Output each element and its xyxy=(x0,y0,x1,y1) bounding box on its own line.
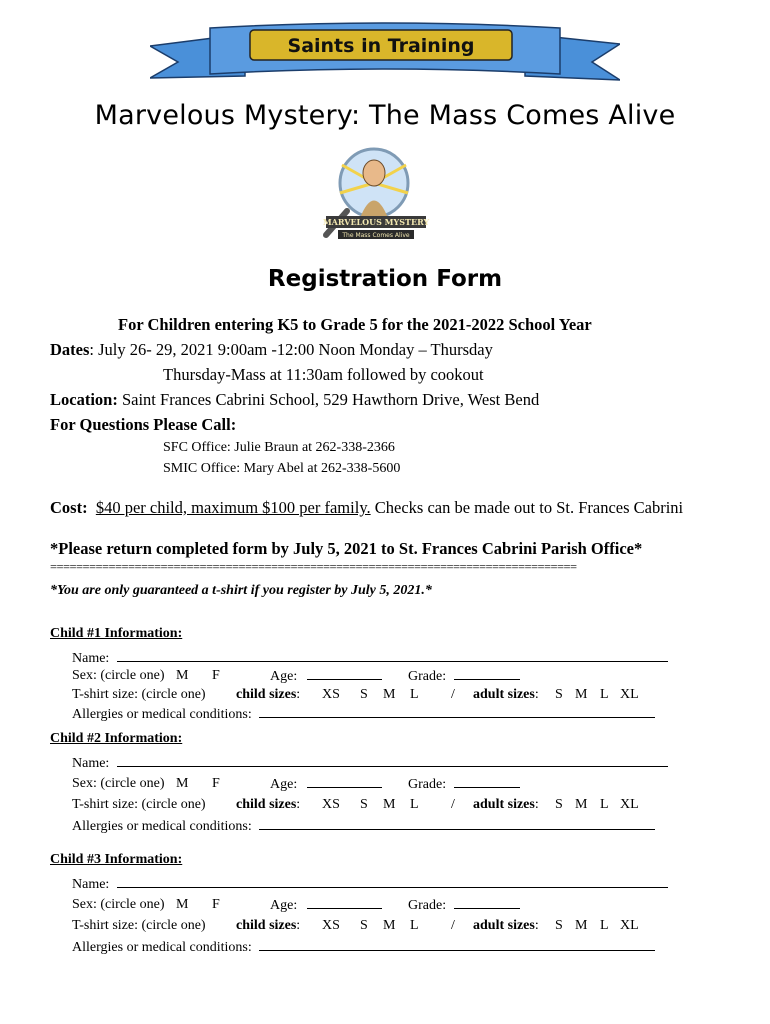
sex-option-f[interactable]: F xyxy=(211,897,220,912)
child-sizes-label: child sizes xyxy=(236,918,297,933)
cost-note: Checks can be made out to St. Frances Cabrini xyxy=(370,498,684,517)
age-label: Age: xyxy=(270,777,298,792)
adult-size-l[interactable]: L xyxy=(600,918,609,933)
saints-in-training-banner xyxy=(150,16,620,91)
child-sizes-colon: : xyxy=(296,918,301,933)
adult-sizes-colon: : xyxy=(534,797,539,812)
size-xs[interactable]: XS xyxy=(322,918,340,933)
cost-amount: $40 per child, maximum $100 per family. xyxy=(95,498,371,517)
dates-value: : July 26- 29, 2021 9:00am -12:00 Noon Monday – Thursday xyxy=(89,340,493,359)
adult-sizes-colon: : xyxy=(534,687,539,702)
child-sizes-label-wrap xyxy=(236,918,300,934)
adult-size-l[interactable]: L xyxy=(600,687,609,702)
child-sizes-label: child sizes xyxy=(236,797,297,812)
size-s[interactable]: S xyxy=(360,918,368,933)
size-slash: / xyxy=(451,797,455,812)
tshirt-label: T-shirt size: (circle one) xyxy=(72,687,206,702)
size-m[interactable]: M xyxy=(383,687,396,702)
child-1-age-row xyxy=(270,668,382,685)
child-3-name-input[interactable] xyxy=(117,876,668,888)
adult-size-m[interactable]: M xyxy=(575,797,588,812)
child-1-sex-row xyxy=(72,668,220,684)
tshirt-note: *You are only guaranteed a t-shirt if you register by July 5, 2021.* xyxy=(50,583,432,598)
adult-size-s[interactable]: S xyxy=(555,918,563,933)
adult-sizes-label-wrap xyxy=(473,797,539,813)
child-2-age-input[interactable] xyxy=(307,776,382,788)
sex-option-f[interactable]: F xyxy=(211,668,220,683)
adult-size-m[interactable]: M xyxy=(575,918,588,933)
child-1-heading: Child #1 Information: xyxy=(50,626,183,641)
adult-sizes-label-wrap xyxy=(473,918,539,934)
form-title: Registration Form xyxy=(267,266,503,292)
grade-label: Grade: xyxy=(408,669,447,684)
child-3-grade-row xyxy=(408,897,520,914)
dates-line xyxy=(50,340,493,360)
sex-option-m[interactable]: M xyxy=(176,897,189,912)
size-s[interactable]: S xyxy=(360,687,368,702)
subtitle: For Children entering K5 to Grade 5 for the 2021-2022 School Year xyxy=(118,315,592,334)
child-sizes-colon: : xyxy=(296,687,301,702)
child-1-name-row xyxy=(72,650,668,667)
child-2-sex-row xyxy=(72,776,220,792)
child-2-tshirt-row xyxy=(72,797,206,813)
adult-sizes-colon: : xyxy=(534,918,539,933)
size-l[interactable]: L xyxy=(410,918,419,933)
child-3-grade-input[interactable] xyxy=(454,897,520,909)
child-3-heading: Child #3 Information: xyxy=(50,852,183,867)
size-l[interactable]: L xyxy=(410,687,419,702)
size-m[interactable]: M xyxy=(383,797,396,812)
location-line xyxy=(50,390,539,410)
sex-label: Sex: (circle one) xyxy=(72,776,165,791)
logo-line1: MARVELOUS MYSTERY xyxy=(322,217,430,227)
child-3-age-input[interactable] xyxy=(307,897,382,909)
child-1-tshirt-row xyxy=(72,687,206,703)
child-3-age-row xyxy=(270,897,382,914)
size-l[interactable]: L xyxy=(410,797,419,812)
cost-line xyxy=(50,498,683,518)
grade-label: Grade: xyxy=(408,898,447,913)
contact-sfc: SFC Office: Julie Braun at 262-338-2366 xyxy=(163,440,395,455)
allergies-label: Allergies or medical conditions: xyxy=(72,819,252,834)
child-2-grade-row xyxy=(408,776,520,793)
adult-sizes-label-wrap xyxy=(473,687,539,703)
adult-size-l[interactable]: L xyxy=(600,797,609,812)
location-value: Saint Frances Cabrini School, 529 Hawthorn Drive, West Bend xyxy=(117,390,540,409)
child-sizes-label-wrap xyxy=(236,687,300,703)
child-sizes-label: child sizes xyxy=(236,687,297,702)
name-label: Name: xyxy=(72,877,110,892)
child-2-age-row xyxy=(270,776,382,793)
separator: ================================================================================= xyxy=(50,560,577,574)
adult-sizes-label: adult sizes xyxy=(473,687,535,702)
child-1-grade-input[interactable] xyxy=(454,668,520,680)
allergies-label: Allergies or medical conditions: xyxy=(72,940,252,955)
sex-option-m[interactable]: M xyxy=(176,776,189,791)
child-3-sex-row xyxy=(72,897,220,913)
adult-sizes-label: adult sizes xyxy=(473,918,535,933)
child-3-name-row xyxy=(72,876,668,893)
sex-option-f[interactable]: F xyxy=(211,776,220,791)
adult-size-s[interactable]: S xyxy=(555,797,563,812)
dates-line2: Thursday-Mass at 11:30am followed by cookout xyxy=(163,365,484,384)
child-1-age-input[interactable] xyxy=(307,668,382,680)
child-1-name-input[interactable] xyxy=(117,650,668,662)
adult-sizes-label: adult sizes xyxy=(473,797,535,812)
sex-option-m[interactable]: M xyxy=(176,668,189,683)
age-label: Age: xyxy=(270,669,298,684)
child-1-allergies-input[interactable] xyxy=(259,706,655,718)
size-slash: / xyxy=(451,918,455,933)
adult-size-xl[interactable]: XL xyxy=(620,687,639,702)
marvelous-mystery-logo xyxy=(312,143,436,245)
adult-size-xl[interactable]: XL xyxy=(620,918,639,933)
child-2-allergies-input[interactable] xyxy=(259,818,655,830)
banner-text: Saints in Training xyxy=(287,35,475,57)
child-2-name-row xyxy=(72,755,668,772)
location-label: Location: xyxy=(50,390,118,409)
contact-smic: SMIC Office: Mary Abel at 262-338-5600 xyxy=(163,461,401,476)
size-xs[interactable]: XS xyxy=(322,797,340,812)
tshirt-label: T-shirt size: (circle one) xyxy=(72,797,206,812)
sex-label: Sex: (circle one) xyxy=(72,897,165,912)
questions-label: For Questions Please Call: xyxy=(50,415,237,434)
page-title: Marvelous Mystery: The Mass Comes Alive xyxy=(94,100,676,131)
child-2-name-input[interactable] xyxy=(117,755,668,767)
child-3-allergies-input[interactable] xyxy=(259,939,655,951)
logo-line2: The Mass Comes Alive xyxy=(342,232,410,239)
tshirt-label: T-shirt size: (circle one) xyxy=(72,918,206,933)
size-m[interactable]: M xyxy=(383,918,396,933)
name-label: Name: xyxy=(72,651,110,666)
child-3-allergies-row xyxy=(72,939,655,956)
child-2-grade-input[interactable] xyxy=(454,776,520,788)
allergies-label: Allergies or medical conditions: xyxy=(72,707,252,722)
child-1-allergies-row xyxy=(72,706,655,723)
dates-label: Dates xyxy=(50,340,90,359)
child-sizes-label-wrap xyxy=(236,797,300,813)
return-note: *Please return completed form by July 5, 2021 to St. Frances Cabrini Parish Office* xyxy=(50,539,643,558)
size-xs[interactable]: XS xyxy=(322,687,340,702)
size-slash: / xyxy=(451,687,455,702)
child-3-tshirt-row xyxy=(72,918,206,934)
adult-size-s[interactable]: S xyxy=(555,687,563,702)
adult-size-xl[interactable]: XL xyxy=(620,797,639,812)
child-2-heading: Child #2 Information: xyxy=(50,731,183,746)
adult-size-m[interactable]: M xyxy=(575,687,588,702)
age-label: Age: xyxy=(270,898,298,913)
size-s[interactable]: S xyxy=(360,797,368,812)
child-2-allergies-row xyxy=(72,818,655,835)
child-1-grade-row xyxy=(408,668,520,685)
grade-label: Grade: xyxy=(408,777,447,792)
child-sizes-colon: : xyxy=(296,797,301,812)
sex-label: Sex: (circle one) xyxy=(72,668,165,683)
cost-label: Cost: xyxy=(50,498,88,517)
name-label: Name: xyxy=(72,756,110,771)
